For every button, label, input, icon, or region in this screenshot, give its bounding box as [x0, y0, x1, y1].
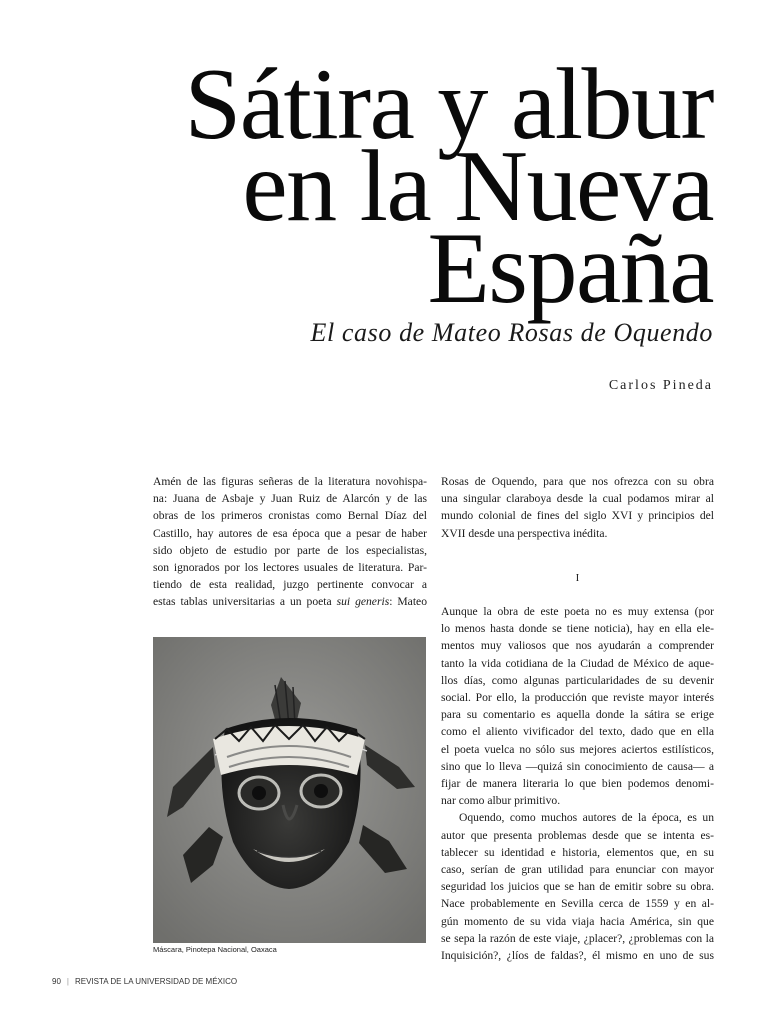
text-line: una singular claraboya desde la cual podamos mirar al	[441, 492, 714, 506]
text-line: son ignorados por los lectores usuales de literatura. Par-	[153, 561, 427, 575]
article-title-line-3: España	[427, 212, 713, 325]
text-line: Inquisición?, ¿líos de faldas?, él mismo en uno de sus	[441, 949, 714, 963]
italic-term: sui generis	[336, 595, 390, 609]
article-author: Carlos Pineda	[608, 378, 713, 393]
text-line: Nace probablemente en Sevilla cerca de 1559 y en al-	[441, 897, 714, 911]
text-line: nar como albur primitivo.	[441, 794, 561, 808]
text-line: seguridad los juicios que se han de emitir sobre su obra.	[441, 880, 714, 894]
text-line: XVII desde una perspectiva inédita.	[441, 526, 608, 540]
text-line: como el aliento vivificador del texto, dado que en ella	[441, 725, 714, 739]
text-line: na: Juana de Asbaje y Juan Ruiz de Alarcón y de las	[153, 492, 427, 506]
text-line: Amén de las figuras señeras de la literatura novohispa-	[153, 475, 427, 488]
text-line: caso, serían de gran utilidad para enunciar con mayor	[441, 863, 714, 877]
body-column-right-intro	[441, 473, 714, 542]
body-column-left	[153, 473, 427, 611]
text-line: Castillo, hay autores de esa época que a pesar de haber	[153, 526, 427, 540]
footer-separator: |	[66, 977, 69, 986]
article-title-line-2: en la Nueva	[242, 130, 713, 243]
text-line: lo menos hasta donde se tiene noticia), hay en ella ele-	[441, 622, 714, 636]
text-line: autor que presenta problemas desde que se intenta es-	[441, 828, 714, 842]
text-line: tiendo de esta realidad, juzgo pertinente convocar a	[153, 578, 427, 592]
text-line: Aunque la obra de este poeta no es muy extensa (por	[441, 605, 714, 618]
text-line: social. Por ello, la producción que reviste mayor interés	[441, 691, 714, 705]
mask-illustration	[153, 637, 426, 943]
text-line-last	[153, 593, 427, 610]
article-title-line-1: Sátira y albur	[184, 48, 713, 161]
text-segment: : Mateo	[389, 595, 427, 609]
page-footer	[52, 977, 237, 986]
text-line: tanto la vida cotidiana de la Ciudad de México de aque-	[441, 656, 714, 670]
mask-photo	[153, 637, 426, 943]
text-line: mentos muy valiosos que nos ayudarán a comprender	[441, 639, 714, 653]
text-line: se sepa la razón de este viaje, ¿placer?, ¿problemas con la	[441, 931, 714, 945]
text-line: Rosas de Oquendo, para que nos ofrezca con su obra	[441, 475, 714, 488]
text-line: tablecer su identidad e historia, elementos que, en su	[441, 845, 714, 859]
text-segment: estas tablas universitarias a un poeta	[153, 595, 337, 609]
text-line: obras de los primeros cronistas como Bernal Díaz del	[153, 509, 427, 523]
article-subtitle: El caso de Mateo Rosas de Oquendo	[310, 318, 713, 347]
text-line: gún momento de su vida viaja hacia América, sin que	[441, 914, 714, 928]
page-number: 90	[52, 977, 61, 986]
text-line: fijar de manera literaria lo que bien podemos denomi-	[441, 777, 714, 791]
text-line: para su comentario es aquella donde la sátira se erige	[441, 708, 714, 722]
text-line: llos días, como algunas particularidades de su devenir	[441, 673, 714, 687]
text-line: mundo colonial de fines del siglo XVI y principios del	[441, 509, 714, 523]
publication-name: REVISTA DE LA UNIVERSIDAD DE MÉXICO	[74, 977, 238, 986]
text-line: sino que lo lleva —quizá sin conocimiento de causa— a	[441, 759, 714, 773]
text-line: Oquendo, como muchos autores de la época, es un	[459, 811, 714, 825]
body-column-right	[441, 603, 714, 964]
text-line: el poeta vuelca no sólo sus mejores aciertos estilísticos,	[441, 742, 714, 756]
photo-caption: Máscara, Pinotepa Nacional, Oaxaca	[153, 945, 277, 954]
text-line: sido objeto de estudio por parte de los especialistas,	[153, 543, 427, 557]
section-number: I	[575, 572, 580, 584]
